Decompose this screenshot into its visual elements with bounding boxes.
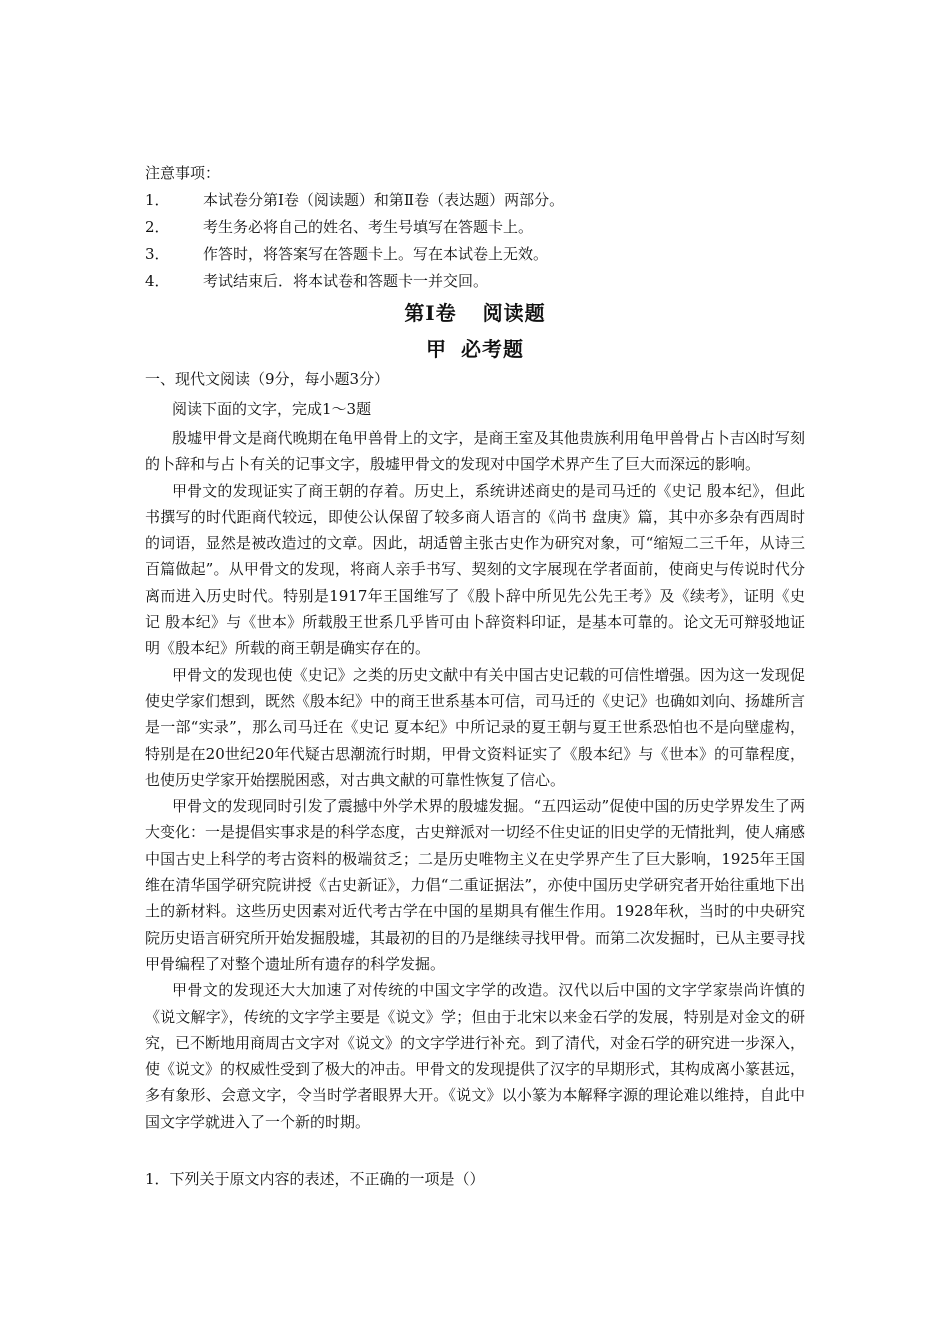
notes-item-number: 3．	[145, 245, 170, 263]
notes-heading: 注意事项：	[145, 164, 221, 182]
sub-title-name: 必考题	[461, 337, 524, 361]
question-1: 1．下列关于原文内容的表述，不正确的一项是（）	[145, 1170, 485, 1188]
sub-title	[0, 333, 950, 362]
notes-item-text: 考试结束后．将本试卷和答题卡一并交回。	[203, 272, 489, 290]
passage-paragraph: 殷墟甲骨文是商代晚期在龟甲兽骨上的文字，是商王室及其他贵族利用龟甲兽骨占卜吉凶时写刻的卜辞和与占卜有关的记事文字，殷墟甲骨文的发现对中国学术界产生了巨大而深远的影响。	[145, 429, 805, 474]
notes-item-number: 4．	[145, 272, 170, 290]
part-title-volume: 第Ⅰ卷	[404, 301, 457, 325]
sub-title-label: 甲	[426, 337, 447, 361]
passage-paragraph: 甲骨文的发现证实了商王朝的存着。历史上，系统讲述商史的是司马迁的《史记 殷本纪》，但此书撰写的时代距商代较远，即使公认保留了较多商人语言的《尚书 盘庚》篇，其中亦多杂有西周时的词语，显然是被改造过的文章。因此，胡适曾主张古史作为研究对象，可“缩短二三千年，从诗三百篇做起”。从甲骨文的发现，将商人亲手书写、契刻的文字展现在学者面前，使商史与传说时代分离而进入历史时代。特别是1917年王国维写了《殷卜辞中所见先公先王考》及《续考》，证明《史记 殷本纪》与《世本》所载殷王世系几乎皆可由卜辞资料印证，是基本可靠的。论文无可辩驳地证明《殷本纪》所载的商王朝是确实存在的。	[145, 481, 805, 658]
passage-paragraph: 甲骨文的发现还大大加速了对传统的中国文字学的改造。汉代以后中国的文字学家崇尚许慎的《说文解字》，传统的文字学主要是《说文》学；但由于北宋以来金石学的发展，特别是对金文的研究，已不断地用商周古文字对《说文》的文字学进行补充。到了清代，对金石学的研究进一步深入，使《说文》的权威性受到了极大的冲击。甲骨文的发现提供了汉字的早期形式，其构成离小篆甚远，多有象形、会意文字，令当时学者眼界大开。《说文》以小篆为本解释字源的理论难以维持，自此中国文字学就进入了一个新的时期。	[145, 981, 806, 1131]
notes-item-text: 本试卷分第Ⅰ卷（阅读题）和第Ⅱ卷（表达题）两部分。	[203, 191, 565, 209]
notes-item-number: 1．	[145, 191, 170, 209]
notes-item	[145, 187, 845, 214]
notes-item	[145, 241, 845, 268]
notes-item	[145, 214, 845, 241]
notes-item-number: 2．	[145, 218, 170, 236]
notes-item-text: 作答时，将答案写在答题卡上。写在本试卷上无效。	[203, 245, 549, 263]
section-heading: 一、现代文阅读（9分，每小题3分）	[145, 370, 390, 388]
part-title	[0, 297, 950, 326]
notes-item-text: 考生务必将自己的姓名、考生号填写在答题卡上。	[203, 218, 534, 236]
notes-item	[145, 268, 845, 295]
part-title-name: 阅读题	[482, 301, 546, 325]
reading-passage	[145, 425, 805, 1135]
notes-block	[145, 160, 845, 295]
passage-paragraph: 甲骨文的发现也使《史记》之类的历史文献中有关中国古史记载的可信性增强。因为这一发现促使史学家们想到，既然《殷本纪》中的商王世系基本可信，司马迁的《史记》也确如刘向、扬雄所言是一部“实录”，那么司马迁在《史记 夏本纪》中所记录的夏王朝与夏王世系恐怕也不是向壁虚构，特别是在20世纪20年代疑古思潮流行时期，甲骨文资料证实了《殷本纪》与《世本》的可靠程度，也使历史学家开始摆脱困惑，对古典文献的可靠性恢复了信心。	[145, 665, 806, 789]
reading-instruction: 阅读下面的文字，完成1～3题	[172, 400, 372, 418]
passage-paragraph: 甲骨文的发现同时引发了震撼中外学术界的殷墟发掘。“五四运动”促使中国的历史学界发生了两大变化：一是提倡实事求是的科学态度，古史辩派对一切经不住史证的旧史学的无情批判，使人痛感中国古史上科学的考古资料的极端贫乏；二是历史唯物主义在史学界产生了巨大影响，1925年王国维在清华国学研究院讲授《古史新证》，力倡“二重证据法”，亦使中国历史学研究者开始往重地下出土的新材料。这些历史因素对近代考古学在中国的星期具有催生作用。1928年秋，当时的中央研究院历史语言研究所开始发掘殷墟，其最初的目的乃是继续寻找甲骨。而第二次发掘时，已从主要寻找甲骨编程了对整个遗址所有遗存的科学发掘。	[145, 797, 806, 973]
